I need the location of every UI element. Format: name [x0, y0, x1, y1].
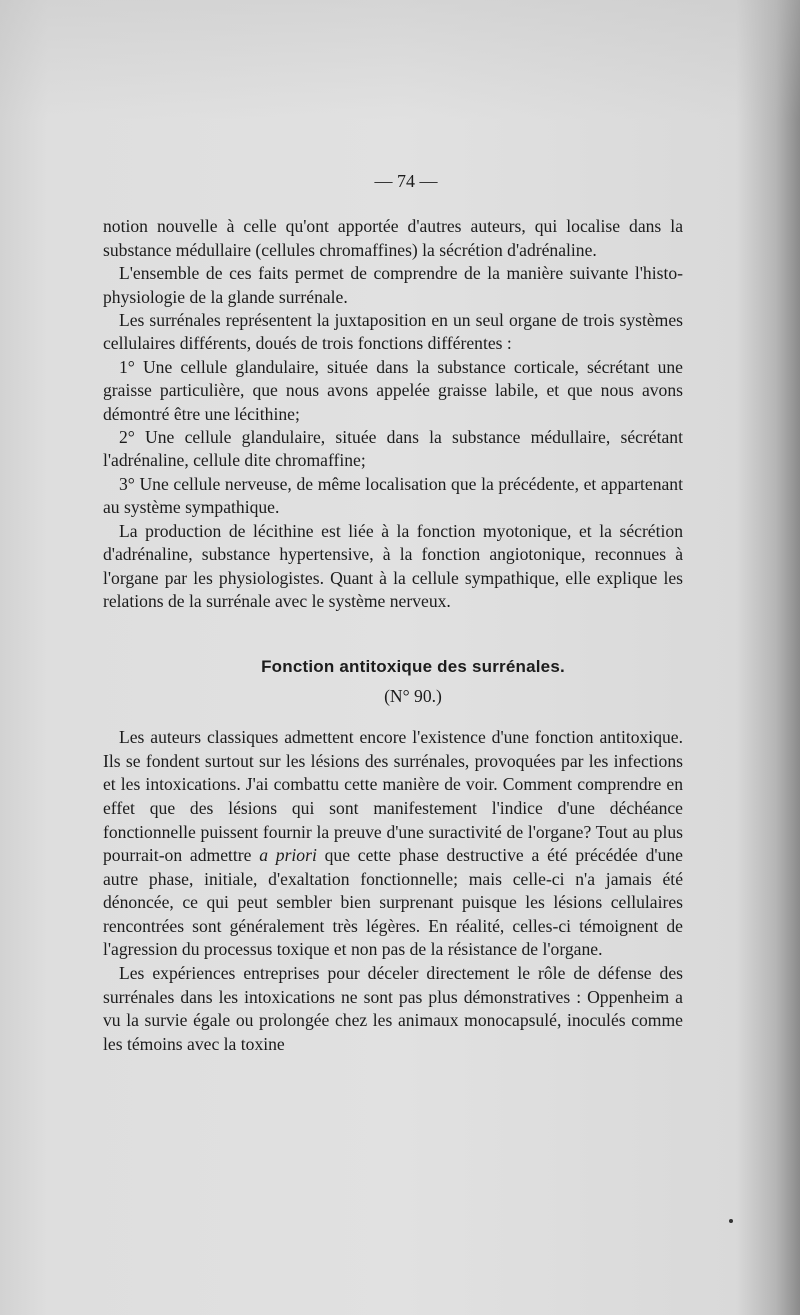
ink-speck	[729, 1219, 733, 1223]
page-number: — 74 —	[374, 171, 438, 191]
paragraph: La production de lécithine est liée à la fonction myotonique, et la sécrétion d'adrénaline, substance hypertensive, à la fonction angiotonique, reconnues à l'organe par les physiologistes. Quant à la cellule sympathique, elle explique les relations de la surrénale avec le système nerveux.	[103, 520, 683, 611]
paragraph-text: que cette phase destructive a été précédée d'une autre phase, initiale, d'exaltation fonctionnelle; mais celle-ci n'a jamais été dénoncée, ce qui peut sembler bien surprenant puisque les lésions cellulaires rencontrées sont généralement très légères. En réalité, celles-ci témoignent de l'agression du processus toxique et non pas de la résistance de l'organe.	[103, 845, 683, 960]
list-item: 2° Une cellule glandulaire, située dans la substance médullaire, sécrétant l'adrénaline, cellule dite chromaffine;	[103, 427, 683, 471]
paragraph: notion nouvelle à celle qu'ont apportée d'autres auteurs, qui localise dans la substance médullaire (cellules chromaffines) la sécrétion d'adrénaline.	[103, 216, 683, 260]
paragraph-experiments: Les expériences entreprises pour déceler directement le rôle de défense des surrénales dans les intoxications ne sont pas plus démonstratives : Oppenheim a vu la survie égale ou prolongée chez les animaux monocapsulé, inoculés comme les témoins avec la toxine	[103, 963, 683, 1054]
list-item: 3° Une cellule nerveuse, de même localisation que la précédente, et appartenant au système sympathique.	[103, 473, 683, 518]
page-shadow	[0, 0, 800, 120]
top-paragraphs	[103, 215, 683, 613]
italic-phrase: a priori	[259, 845, 317, 866]
page-text-block	[103, 170, 683, 1056]
paragraph: L'ensemble de ces faits permet de comprendre de la manière suivante l'histo-physiologie de la glande surrénale.	[103, 263, 683, 307]
section-number: (N° 90.)	[384, 685, 442, 706]
paragraph: Les surrénales représentent la juxtaposition en un seul organe de trois systèmes cellulaires différents, doués de trois fonctions différentes :	[103, 310, 683, 354]
paragraph-antitoxic	[103, 726, 683, 962]
list-item: 1° Une cellule glandulaire, située dans la substance corticale, sécrétant une graisse particulière, que nous avons appelée graisse labile, et que nous avons démontré être une lécithine;	[103, 356, 683, 424]
paragraph-text: Les auteurs classiques admettent encore l'existence d'une fonction antitoxique. Ils se fondent surtout sur les lésions des surrénales, provoquées par les infections et les intoxications. J'ai combattu cette manière de voir. Comment comprendre en effet que des lésions qui sont manifestement l'indice d'une déchéance fonctionnelle puissent fournir la preuve d'une suractivité de l'organe? Tout au plus pourrait-on admettre	[103, 727, 683, 866]
lower-paragraphs	[103, 726, 683, 1056]
section-heading: Fonction antitoxique des surrénales.	[261, 657, 565, 677]
